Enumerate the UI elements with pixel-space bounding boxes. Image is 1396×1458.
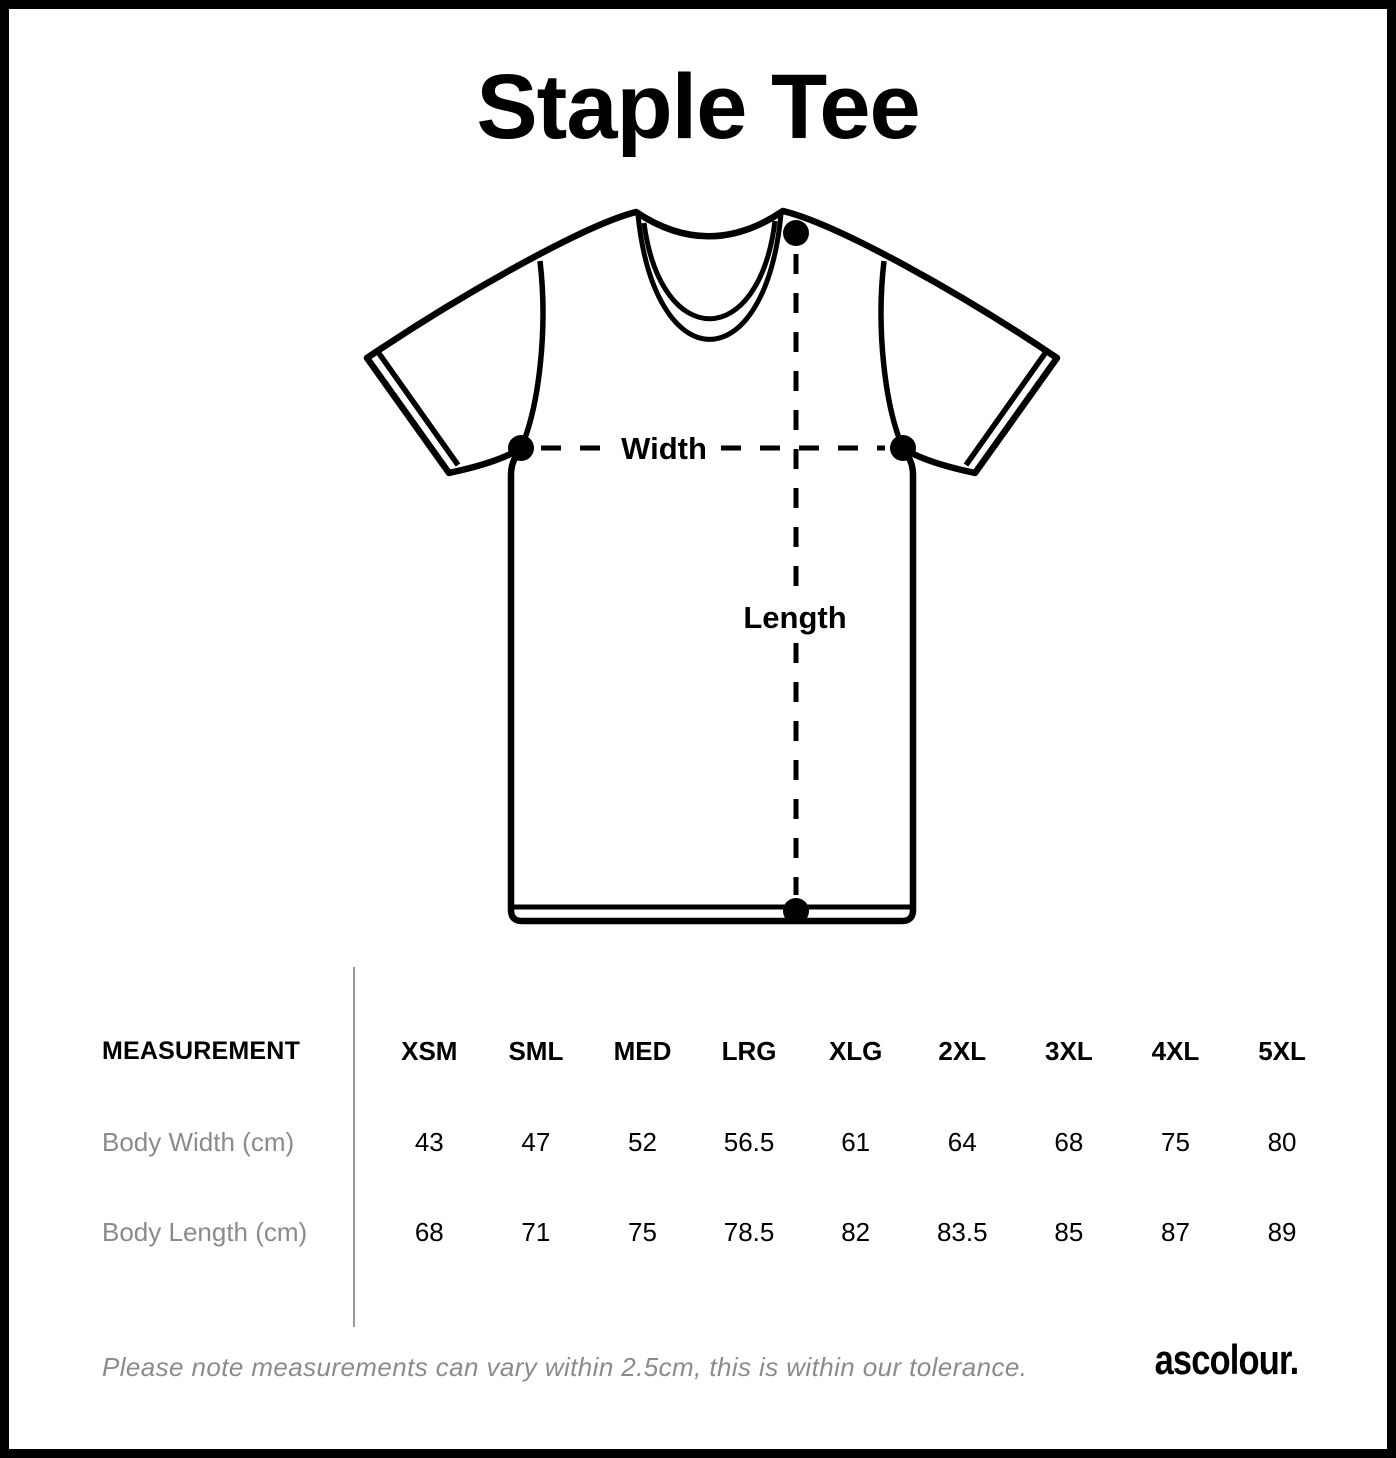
body-width-value: 43 — [414, 1126, 444, 1157]
body-length-value: 87 — [1160, 1217, 1190, 1248]
body-width-value: 47 — [521, 1126, 551, 1157]
body-width-value: 68 — [1054, 1126, 1084, 1157]
body-width-value: 61 — [841, 1126, 871, 1157]
size-column-header: XLG — [828, 1036, 883, 1067]
body-length-value: 83.5 — [936, 1217, 988, 1248]
width-left-dot — [508, 435, 534, 461]
body-length-value: 89 — [1267, 1217, 1297, 1248]
table-row-body-length — [102, 1187, 1336, 1278]
width-label: Width — [621, 431, 707, 466]
page-title: Staple Tee — [476, 56, 920, 158]
tshirt-diagram — [339, 189, 1079, 949]
size-table — [102, 1006, 1336, 1278]
tolerance-note: Please note measurements can vary within 2.5cm, this is within our tolerance. — [102, 1352, 1028, 1382]
measurement-header: MEASUREMENT — [102, 1036, 301, 1065]
table-row-body-width — [102, 1097, 1336, 1188]
size-column-header: SML — [508, 1036, 564, 1067]
size-column-header: MED — [613, 1036, 672, 1067]
width-right-dot — [890, 435, 916, 461]
size-column-header: 3XL — [1045, 1036, 1093, 1067]
size-column-header: LRG — [721, 1036, 777, 1067]
body-width-value: 52 — [628, 1126, 657, 1157]
body-width-value: 64 — [947, 1126, 977, 1157]
body-width-value: 56.5 — [723, 1126, 775, 1157]
size-column-header: 2XL — [938, 1036, 987, 1067]
body-length-value: 78.5 — [723, 1217, 775, 1248]
row-label-body-length: Body Length (cm) — [102, 1217, 308, 1248]
row-label-body-width: Body Width (cm) — [102, 1126, 295, 1157]
size-column-header: 5XL — [1258, 1036, 1306, 1067]
length-label: Length — [743, 600, 847, 635]
body-length-value: 75 — [628, 1217, 657, 1248]
table-header-row — [102, 1006, 1336, 1097]
brand-logo: ascolour. — [1154, 1336, 1298, 1383]
body-length-value: 82 — [841, 1217, 871, 1248]
length-top-dot — [783, 220, 809, 246]
size-column-header: 4XL — [1151, 1036, 1200, 1067]
body-length-value: 68 — [414, 1217, 444, 1248]
size-column-header: XSM — [401, 1036, 458, 1067]
body-width-value: 75 — [1160, 1126, 1190, 1157]
length-bottom-dot — [783, 898, 809, 924]
body-length-value: 85 — [1054, 1217, 1084, 1248]
body-width-value: 80 — [1267, 1126, 1297, 1157]
body-length-value: 71 — [521, 1217, 551, 1248]
